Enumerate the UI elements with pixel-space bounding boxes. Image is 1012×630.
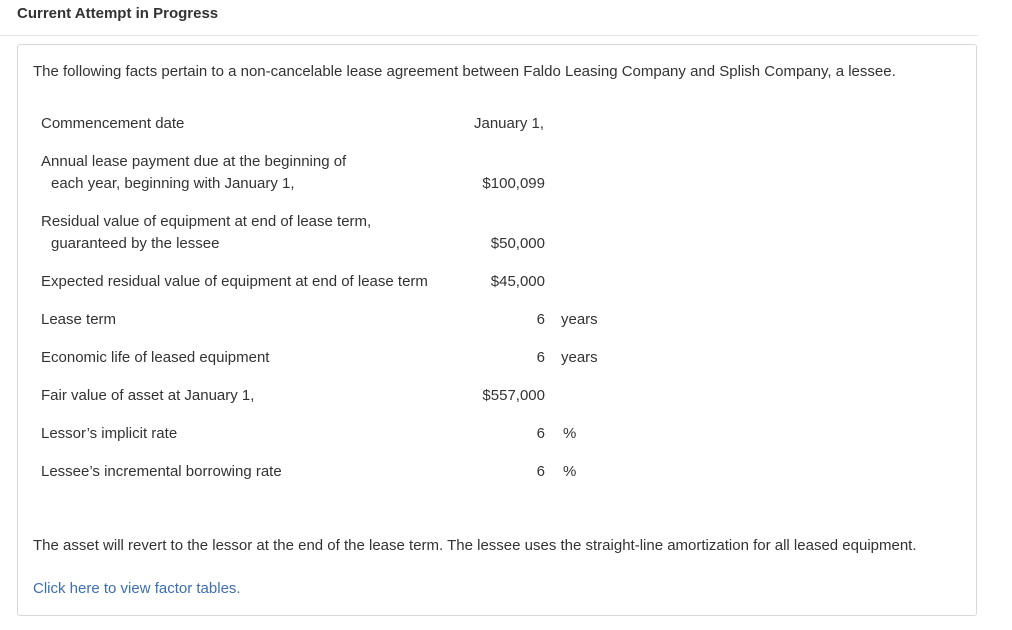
question-panel xyxy=(17,44,977,616)
fact-label-fair-value: Fair value of asset at January 1, xyxy=(41,387,255,404)
fact-value-lessor-implicit-rate: 6 xyxy=(536,425,545,442)
fact-value-expected-residual: $45,000 xyxy=(490,273,545,290)
fact-label-guaranteed-residual-line1: Residual value of equipment at end of lease term, xyxy=(41,213,372,230)
fact-unit-economic-life: years xyxy=(561,349,598,366)
fact-value-guaranteed-residual: $50,000 xyxy=(490,235,545,252)
fact-value-annual-payment: $100,099 xyxy=(482,175,545,192)
view-factor-tables-link[interactable]: Click here to view factor tables. xyxy=(33,580,241,597)
header-bar xyxy=(0,0,978,36)
lease-facts-table xyxy=(18,45,976,615)
fact-label-expected-residual: Expected residual value of equipment at end of lease term xyxy=(41,273,428,290)
fact-label-economic-life: Economic life of leased equipment xyxy=(41,349,270,366)
problem-intro: The following facts pertain to a non-cancelable lease agreement between Faldo Leasing Company and Splish Company, a lessee. xyxy=(33,63,896,80)
fact-value-fair-value: $557,000 xyxy=(482,387,545,404)
fact-value-lessee-borrowing-rate: 6 xyxy=(536,463,545,480)
fact-unit-lessee-borrowing-rate: % xyxy=(563,463,577,480)
fact-unit-lease-term: years xyxy=(561,311,598,328)
fact-label-lessee-borrowing-rate: Lessee’s incremental borrowing rate xyxy=(41,463,282,480)
fact-label-lessor-implicit-rate: Lessor’s implicit rate xyxy=(41,425,178,442)
fact-label-commencement-date: Commencement date xyxy=(41,115,185,132)
fact-value-economic-life: 6 xyxy=(536,349,545,366)
attempt-status-title: Current Attempt in Progress xyxy=(17,5,219,22)
fact-label-guaranteed-residual-line2: guaranteed by the lessee xyxy=(51,235,220,252)
fact-unit-lessor-implicit-rate: % xyxy=(563,425,577,442)
fact-value-lease-term: 6 xyxy=(536,311,545,328)
problem-footer-text: The asset will revert to the lessor at the end of the lease term. The lessee uses the straight-line amortization for all leased equipment. xyxy=(33,537,917,554)
fact-value-commencement-date: January 1, xyxy=(474,115,545,132)
fact-label-annual-payment-line2: each year, beginning with January 1, xyxy=(51,175,295,192)
fact-label-annual-payment-line1: Annual lease payment due at the beginning of xyxy=(41,153,347,170)
fact-label-lease-term: Lease term xyxy=(41,311,117,328)
